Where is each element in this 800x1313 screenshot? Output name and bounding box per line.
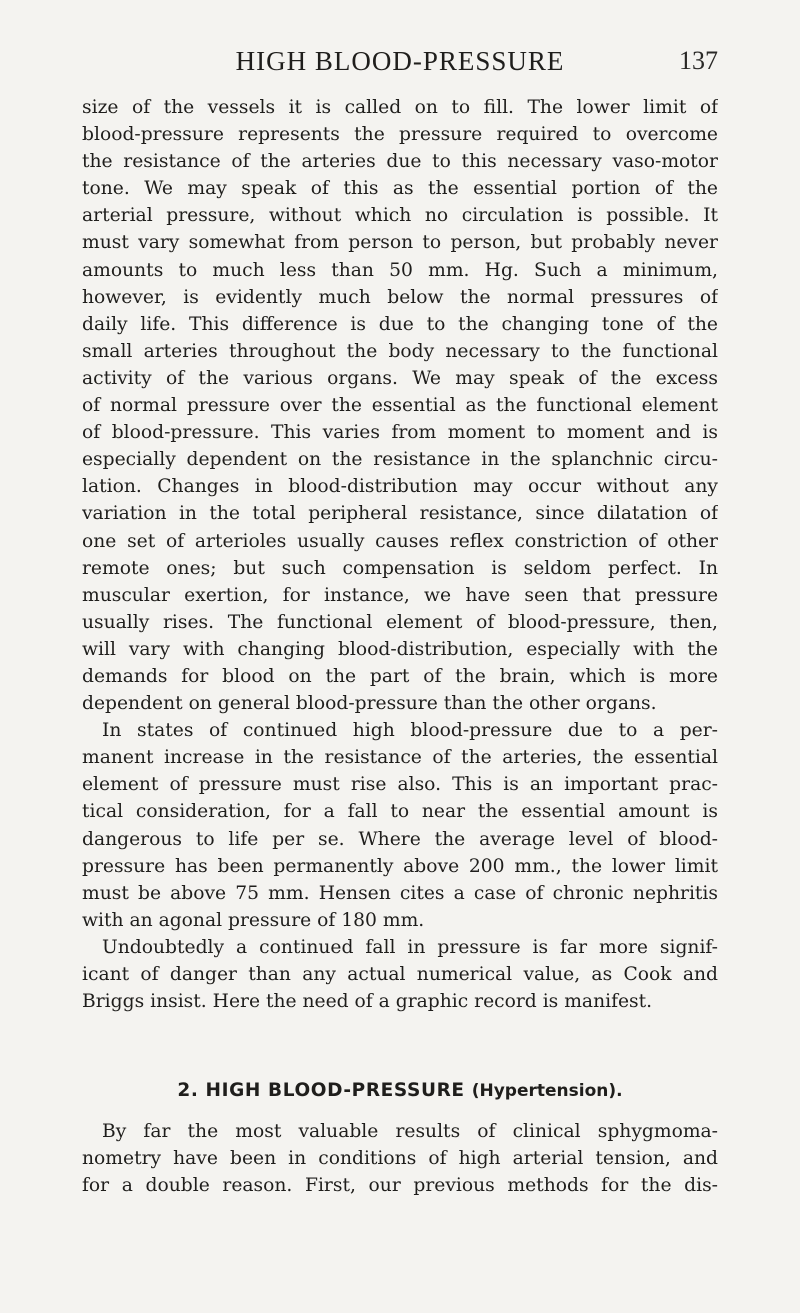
- text-line: dangerous to life per se. Where the average level of blood-: [82, 828, 718, 850]
- page-number: 137: [679, 46, 718, 75]
- text-line: muscular exertion, for instance, we have seen that pressure: [82, 584, 718, 606]
- text-line: especially dependent on the resistance in the splanchnic circu-: [82, 449, 718, 471]
- text-line: demands for blood on the part of the brain, which is more: [82, 665, 718, 687]
- text-line: Undoubtedly a continued fall in pressure is far more signif-: [102, 936, 718, 958]
- paragraph-2: [82, 717, 718, 934]
- text-line: daily life. This difference is due to the changing tone of the: [82, 313, 718, 335]
- paragraph-3: [82, 934, 718, 1015]
- text-line: activity of the various organs. We may speak of the excess: [82, 367, 718, 389]
- text-line: however, is evidently much below the normal pressures of: [82, 286, 718, 308]
- body-text: [82, 94, 718, 1015]
- text-line: the resistance of the arteries due to this necessary vaso-motor: [82, 151, 718, 173]
- running-head: [82, 44, 718, 78]
- text-line: blood-pressure represents the pressure required to overcome: [82, 124, 718, 146]
- text-line: Briggs insist. Here the need of a graphic record is manifest.: [82, 991, 653, 1013]
- text-line: amounts to much less than 50 mm. Hg. Such a minimum,: [82, 259, 718, 281]
- text-line: of blood-pressure. This varies from moment to moment and is: [82, 422, 718, 444]
- running-title: HIGH BLOOD-PRESSURE: [235, 46, 565, 76]
- text-line: In states of continued high blood-pressure due to a per-: [102, 720, 718, 742]
- text-line: of normal pressure over the essential as the functional element: [82, 395, 718, 417]
- text-line: must vary somewhat from person to person, but probably never: [82, 232, 718, 254]
- text-line: By far the most valuable results of clinical sphygmoma-: [102, 1121, 718, 1142]
- text-line: usually rises. The functional element of blood-pressure, then,: [82, 611, 718, 633]
- text-line: remote ones; but such compensation is seldom perfect. In: [82, 557, 718, 579]
- text-line: arterial pressure, without which no circulation is possible. It: [82, 205, 718, 227]
- text-line: element of pressure must rise also. This is an important prac-: [82, 774, 718, 796]
- text-line: icant of danger than any actual numerical value, as Cook and: [82, 964, 718, 985]
- second-block: [82, 1118, 718, 1199]
- text-line: lation. Changes in blood-distribution may occur without any: [82, 476, 718, 498]
- section-heading: [82, 1076, 718, 1106]
- text-line: tical consideration, for a fall to near the essential amount is: [82, 801, 718, 823]
- section-heading-title: 2. HIGH BLOOD-PRESSURE: [177, 1080, 465, 1101]
- text-line: for a double reason. First, our previous methods for the dis-: [82, 1175, 718, 1197]
- text-line: size of the vessels it is called on to fill. The lower limit of: [82, 97, 718, 118]
- text-line: tone. We may speak of this as the essential portion of the: [82, 178, 718, 200]
- paragraph-1: [82, 94, 718, 717]
- text-line: with an agonal pressure of 180 mm.: [82, 909, 425, 931]
- text-line: pressure has been permanently above 200 mm., the lower limit: [82, 855, 718, 877]
- text-line: manent increase in the resistance of the arteries, the essential: [82, 747, 718, 769]
- text-line: variation in the total peripheral resistance, since dilatation of: [82, 503, 718, 525]
- section-heading-subtitle: (Hypertension).: [471, 1081, 623, 1101]
- text-line: small arteries throughout the body necessary to the functional: [82, 340, 718, 362]
- paragraph-4: [82, 1118, 718, 1199]
- text-line: must be above 75 mm. Hensen cites a case of chronic nephritis: [82, 882, 718, 904]
- text-line: nometry have been in conditions of high arterial tension, and: [82, 1148, 718, 1170]
- text-line: one set of arterioles usually causes reflex constriction of other: [82, 530, 718, 552]
- text-line: will vary with changing blood-distribution, especially with the: [82, 638, 718, 660]
- text-line: dependent on general blood-pressure than the other organs.: [82, 693, 657, 715]
